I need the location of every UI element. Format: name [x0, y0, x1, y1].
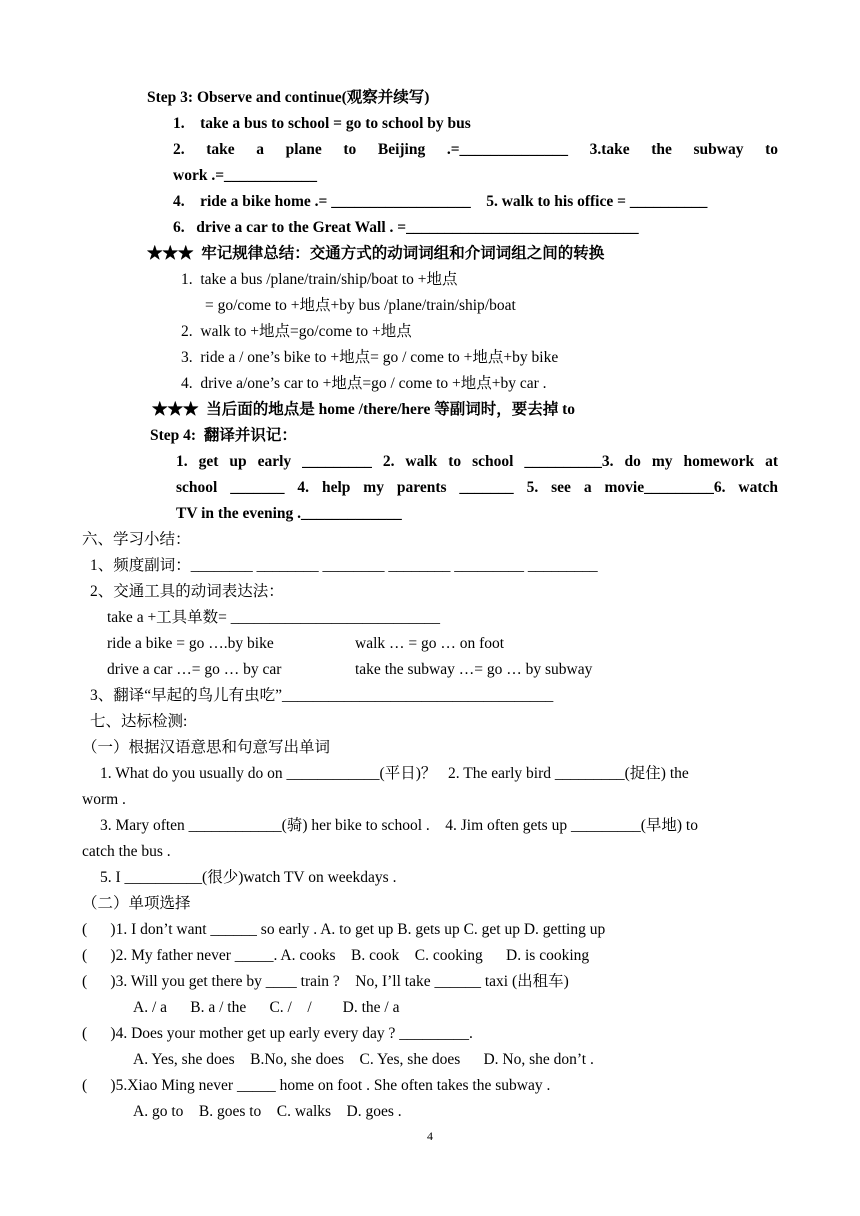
test-q3-q4: 3. Mary often ____________(骑) her bike to school . 4. Jim often gets up _________(早地) to [100, 817, 698, 834]
summary-adverbs: 1、频度副词：________ ________ ________ ________ _________ _________ [90, 557, 598, 574]
step3-heading: Step 3: Observe and continue(观察并续写) [147, 89, 430, 106]
test-part-2-heading: （二）单项选择 [82, 895, 191, 912]
step3-item-3-cont: work .=____________ [173, 167, 318, 184]
summary-ride-bike: ride a bike = go ….by bike [107, 635, 274, 652]
mc-question-5-options: A. go to B. goes to C. walks D. goes . [133, 1103, 402, 1120]
test-q4-cont: catch the bus . [82, 843, 171, 860]
test-part-1-heading: （一）根据汉语意思和句意写出单词 [82, 739, 331, 756]
mc-question-3: ( )3. Will you get there by ____ train ? No, I’ll take ______ taxi (出租车) [82, 973, 569, 990]
step4-heading: Step 4: 翻译并识记： [150, 427, 297, 444]
summary-walk: walk … = go … on foot [355, 635, 505, 652]
step3-item-4-5: 4. ride a bike home .= __________________ 5. walk to his office = __________ [173, 193, 708, 210]
summary-drive-car: drive a car …= go … by car [107, 661, 282, 678]
step4-line-2: school _______ 4. help my parents _______ 5. see a movie_________6. watch [176, 479, 778, 496]
summary-take-a: take a +工具单数= ___________________________ [107, 609, 441, 626]
step3-item-1: 1. take a bus to school = go to school by bus [173, 115, 471, 132]
rules-note: ★★★ 当后面的地点是 home /there/here 等副词时，要去掉 to [152, 401, 576, 418]
mc-question-5: ( )5.Xiao Ming never _____ home on foot . She often takes the subway . [82, 1077, 551, 1094]
test-heading: 七、达标检测: [90, 713, 188, 730]
rule-1a: 1. take a bus /plane/train/ship/boat to +地点 [181, 271, 458, 288]
rules-title: ★★★ 牢记规律总结：交通方式的动词词组和介词词组之间的转换 [147, 245, 605, 262]
mc-question-3-options: A. / a B. a / the C. / / D. the / a [133, 999, 400, 1016]
test-q2-cont: worm . [82, 791, 126, 808]
test-q1-q2: 1. What do you usually do on ____________(平日)？ 2. The early bird _________(捉住) the [100, 765, 689, 782]
rule-4: 4. drive a/one’s car to +地点=go / come to +地点+by car . [181, 375, 547, 392]
summary-take-subway: take the subway …= go … by subway [355, 661, 593, 678]
rule-2: 2. walk to +地点=go/come to +地点 [181, 323, 412, 340]
summary-heading: 六、学习小结： [82, 531, 191, 548]
step3-item-2-3: 2. take a plane to Beijing .=______________ 3.take the subway to [173, 141, 778, 158]
rule-1b: = go/come to +地点+by bus /plane/train/ship/boat [205, 297, 516, 314]
mc-question-4: ( )4. Does your mother get up early every day ? _________. [82, 1025, 473, 1042]
step4-line-3: TV in the evening ._____________ [176, 505, 402, 522]
rule-3: 3. ride a / one’s bike to +地点= go / come to +地点+by bike [181, 349, 559, 366]
test-q5: 5. I __________(很少)watch TV on weekdays . [100, 869, 397, 886]
summary-transport: 2、交通工具的动词表达法： [90, 583, 284, 600]
mc-question-1: ( )1. I don’t want ______ so early . A. to get up B. gets up C. get up D. getting up [82, 921, 606, 938]
summary-translate: 3、翻译“早起的鸟儿有虫吃”___________________________________ [90, 687, 554, 704]
step4-line-1: 1. get up early _________ 2. walk to school __________3. do my homework at [176, 453, 778, 470]
mc-question-2: ( )2. My father never _____. A. cooks B. cook C. cooking D. is cooking [82, 947, 590, 964]
mc-question-4-options: A. Yes, she does B.No, she does C. Yes, she does D. No, she don’t . [133, 1051, 594, 1068]
step3-item-6: 6. drive a car to the Great Wall . =______________________________ [173, 219, 639, 236]
page-number: 4 [427, 1129, 433, 1143]
